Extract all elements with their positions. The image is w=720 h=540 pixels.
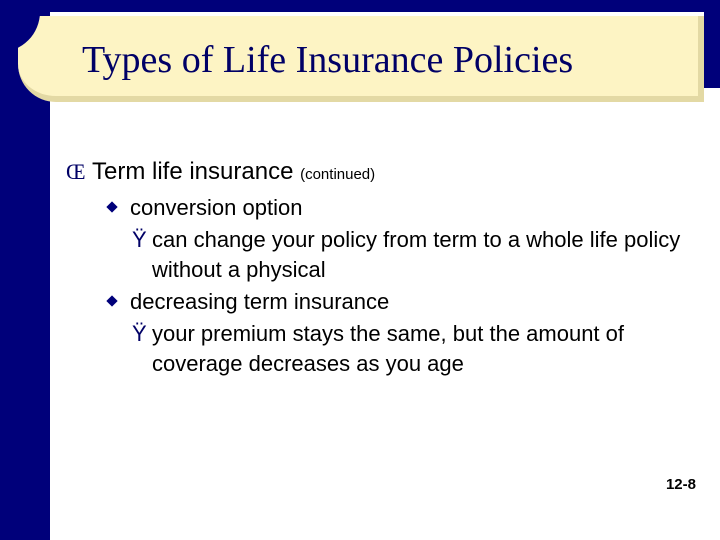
slide-content bbox=[66, 156, 706, 379]
sub-bullet-text: conversion option bbox=[130, 195, 303, 220]
bullet-term-life bbox=[66, 156, 706, 191]
top-accent-bar bbox=[0, 0, 720, 12]
diamond-bullet-icon bbox=[106, 295, 117, 306]
detail-decreasing-term bbox=[66, 319, 692, 379]
sub-bullet-text: decreasing term insurance bbox=[130, 289, 390, 314]
detail-text: your premium stays the same, but the amount of coverage decreases as you age bbox=[152, 321, 625, 376]
bullet-marker: Œ bbox=[66, 159, 86, 184]
sub-bullet-decreasing-term bbox=[66, 287, 706, 317]
detail-conversion-option bbox=[66, 225, 692, 285]
diamond-bullet-icon bbox=[106, 201, 117, 212]
right-accent-bar bbox=[704, 0, 720, 88]
sub-bullet-conversion-option bbox=[66, 193, 706, 223]
slide-title: Types of Life Insurance Policies bbox=[82, 39, 574, 81]
detail-marker: Ÿ bbox=[132, 321, 147, 346]
detail-marker: Ÿ bbox=[132, 227, 147, 252]
page-number: 12-8 bbox=[665, 476, 696, 493]
bullet-text: Term life insurance bbox=[92, 158, 294, 185]
detail-text: can change your policy from term to a whole life policy without a physical bbox=[152, 227, 681, 282]
bullet-note: (continued) bbox=[300, 166, 376, 183]
